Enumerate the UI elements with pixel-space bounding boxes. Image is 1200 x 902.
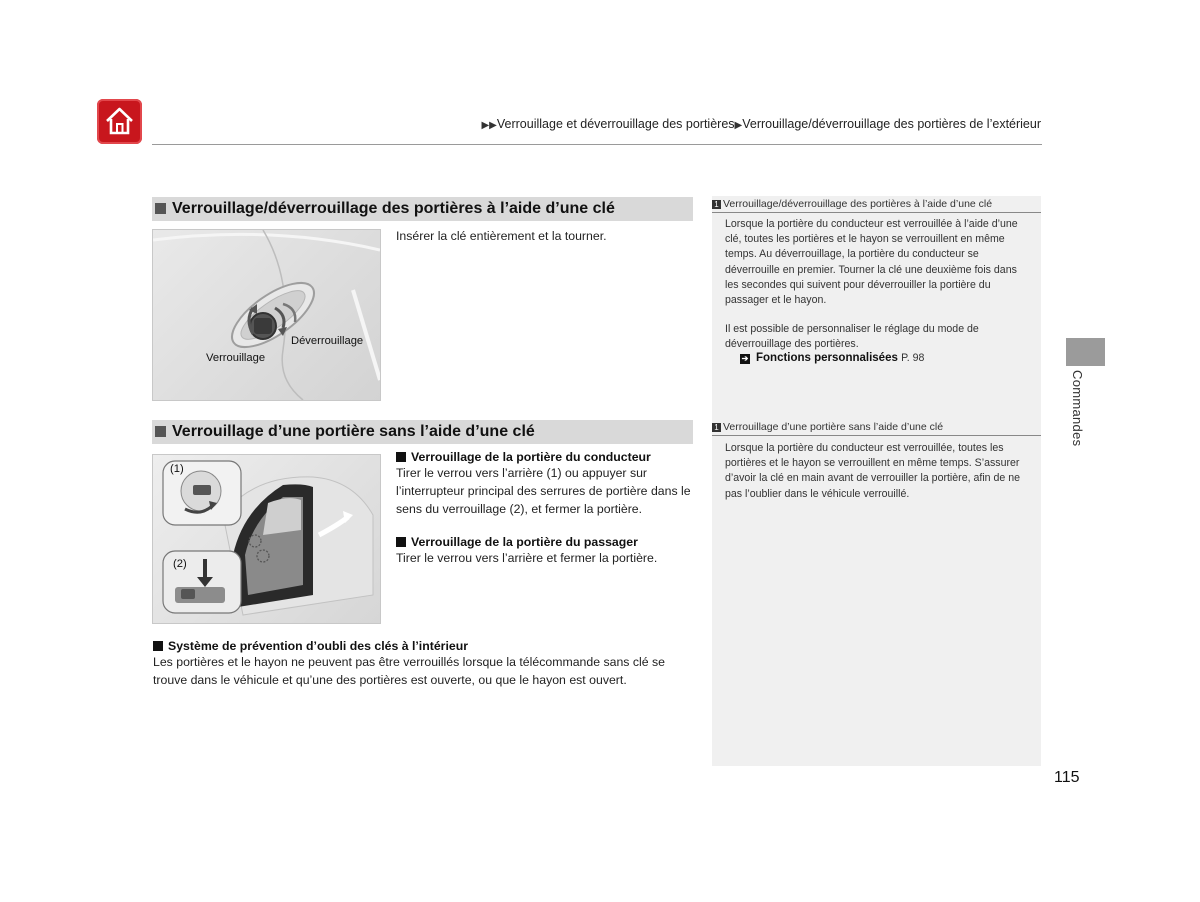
sidebar-note-heading (712, 421, 1041, 436)
square-bullet-icon (396, 537, 406, 547)
sidebar-note-text: Il est possible de personnaliser le réglage du mode de déverrouillage des portières. (725, 323, 979, 351)
chapter-tab-label: Commandes (1070, 370, 1085, 447)
note-icon: 1 (712, 423, 721, 432)
cross-reference-link[interactable] (740, 352, 924, 364)
breadcrumb-link-2[interactable]: Verrouillage/déverrouillage des portières de l’extérieur (742, 117, 1041, 131)
key-lock-illustration (152, 229, 381, 401)
section-title: Verrouillage/déverrouillage des portières à l’aide d’une clé (172, 200, 615, 217)
sidebar-note-heading (712, 198, 1041, 213)
driver-door-heading-text: Verrouillage de la portière du conducteur (411, 450, 651, 464)
section-heading-key-lock (152, 197, 693, 221)
unlock-label: Déverrouillage (291, 335, 364, 347)
passenger-door-text: Tirer le verrou vers l’arrière et fermer la portière. (396, 551, 658, 565)
lock-label: Verrouillage (206, 352, 266, 364)
driver-door-block (396, 450, 696, 518)
driver-door-text: Tirer le verrou vers l’arrière (1) ou appuyer sur l’interrupteur principal des serrures de portière dans le sens du verrouillage (2), et fermer la portière. (396, 466, 691, 516)
breadcrumb-arrow-icon: ▶ (734, 120, 743, 131)
passenger-door-block (396, 535, 696, 567)
breadcrumb-link-1[interactable]: Verrouillage et déverrouillage des portières (496, 117, 735, 131)
cross-reference-page: P. 98 (901, 352, 925, 364)
header-divider (152, 144, 1042, 145)
key-reminder-text: Les portières et le hayon ne peuvent pas être verrouillés lorsque la télécommande sans clé se trouve dans le véhicule et qu’une des portières est ouverte, ou que le hayon est ouvert. (153, 655, 665, 687)
key-reminder-heading (153, 639, 698, 653)
key-instruction: Insérer la clé entièrement et la tourner. (396, 229, 607, 243)
section-title: Verrouillage d’une portière sans l’aide d’une clé (172, 423, 535, 440)
passenger-door-heading-text: Verrouillage de la portière du passager (411, 535, 638, 549)
cross-reference-icon: ➔ (741, 354, 749, 363)
breadcrumb (481, 117, 1041, 131)
home-button[interactable] (97, 99, 142, 144)
sidebar-note-text: Lorsque la portière du conducteur est verrouillée, toutes les portières et le hayon se verrouillent en même temps. S’assurer d’avoir la clé en main avant de verrouiller la portière, afin de ne pas l’oublier dans le véhicule verrouillé. (725, 442, 1021, 500)
callout-two-label: (2) (173, 558, 187, 570)
square-bullet-icon (396, 452, 406, 462)
home-icon (103, 105, 136, 138)
square-bullet-icon (155, 426, 166, 437)
key-reminder-heading-text: Système de prévention d’oubli des clés à l’intérieur (168, 639, 469, 653)
sidebar-note-text: Lorsque la portière du conducteur est verrouillée à l’aide d’une clé, toutes les portières et le hayon se verrouillent en même temps. Au déverrouillage, la portière du conducteur se déverrouille en premier. Tourner la clé une deuxième fois dans les secondes qui suivent pour déverrouiller la portière du passager et le hayon. (725, 218, 1018, 307)
square-bullet-icon (155, 203, 166, 214)
sidebar-note-heading-text: Verrouillage d’une portière sans l’aide d’une clé (723, 421, 944, 433)
door-lock-illustration (152, 454, 381, 624)
page-number: 115 (1054, 769, 1080, 786)
key-reminder-block (153, 639, 698, 689)
section-heading-no-key (152, 420, 693, 444)
square-bullet-icon (153, 641, 163, 651)
passenger-door-heading (396, 535, 696, 549)
note-icon: 1 (712, 200, 721, 209)
driver-door-heading (396, 450, 696, 464)
cross-reference-label: Fonctions personnalisées (756, 352, 898, 364)
sidebar-note-heading-text: Verrouillage/déverrouillage des portières à l’aide d’une clé (723, 198, 993, 210)
breadcrumb-arrow-icon: ▶▶ (481, 120, 497, 131)
chapter-tab-marker[interactable] (1066, 338, 1105, 366)
callout-one-label: (1) (170, 463, 184, 475)
